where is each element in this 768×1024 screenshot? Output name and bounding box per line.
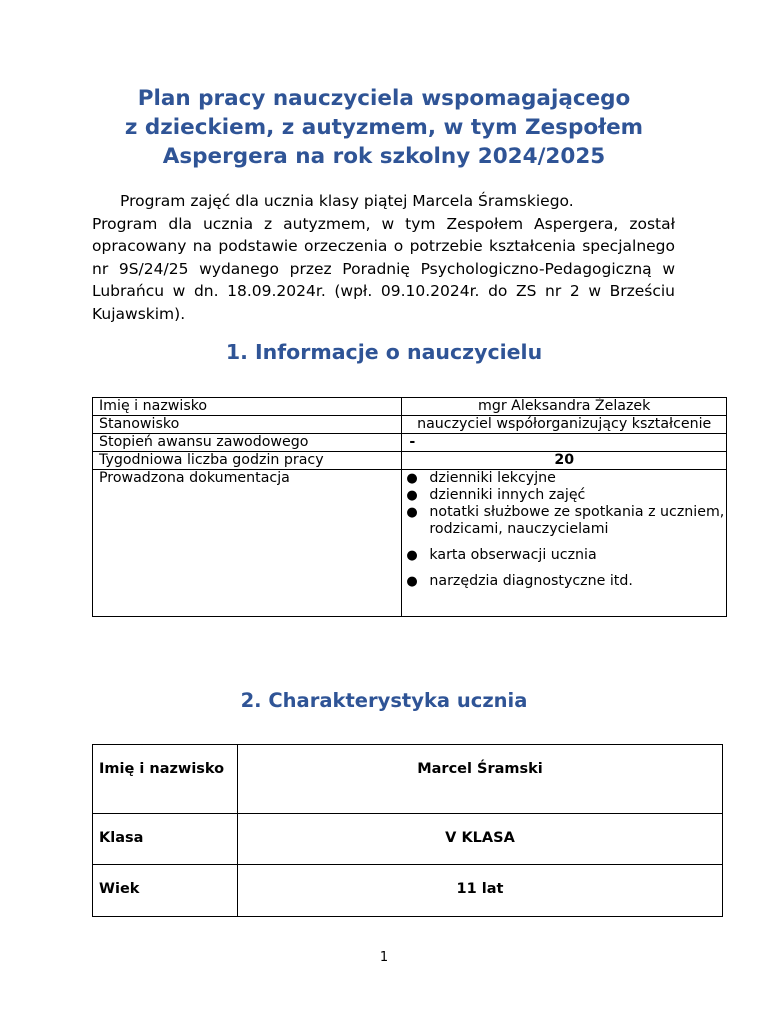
bullet-icon: ● [406,548,418,563]
table-row [93,452,727,470]
row-value: - [402,434,727,452]
table-row [93,434,727,452]
bullet-icon: ● [406,471,418,486]
list-item: ● narzędzia diagnostyczne itd. [406,573,633,589]
row-value: Marcel Śramski [238,745,723,814]
row-value: 11 lat [238,865,723,917]
bullet-icon: ● [406,488,418,503]
table-row [93,745,723,814]
intro-body: Program dla ucznia z autyzmem, w tym Zespołem Aspergera, został opracowany na podstawie orzeczenia o potrzebie kształcenia specjalnego nr 9S/24/25 wydanego przez Poradnię Psychologiczno-Pedagogiczną w Lubrańcu w dn. 18.09.2024r. (wpł. 09.10.2024r. do ZS nr 2 w Brześciu Kujawskim). [92,214,675,323]
intro-first-line: Program zajęć dla ucznia klasy piątej Marcela Śramskiego. [120,192,574,210]
row-label: Stopień awansu zawodowego [93,434,402,452]
table-row [93,865,723,917]
table-row [93,470,727,617]
bullet-icon: ● [406,574,418,589]
row-label: Imię i nazwisko [93,745,238,814]
row-label: Wiek [93,865,238,917]
list-item: ● dzienniki lekcyjne [406,470,556,486]
intro-paragraph [92,190,675,325]
section-heading-teacher-info: 1. Informacje o nauczycielu [225,340,543,364]
bullet-icon: ● [406,505,418,520]
row-label: Prowadzona dokumentacja [93,470,402,617]
row-value: 20 [402,452,727,470]
section-heading-student-info: 2. Charakterystyka ucznia [240,689,528,712]
row-value: nauczyciel współorganizujący kształcenie [402,416,727,434]
title-line-1: Plan pracy nauczyciela wspomagającego [137,86,631,111]
list-item: ● dzienniki innych zajęć [406,487,586,503]
row-value: V KLASA [238,814,723,865]
document-title [60,84,708,171]
table-row [93,398,727,416]
table-row [93,416,727,434]
row-label: Stanowisko [93,416,402,434]
title-line-2: z dzieckiem, z autyzmem, w tym Zespołem [124,115,644,140]
list-item: ● notatki służbowe ze spotkania z uczniem, rodzicami, nauczycielami [406,504,725,537]
documentation-list [402,470,726,590]
row-label: Tygodniowa liczba godzin pracy [93,452,402,470]
list-item: ● karta obserwacji ucznia [406,547,597,563]
row-label: Imię i nazwisko [93,398,402,416]
student-info-table [92,744,723,917]
teacher-info-table [92,397,727,617]
page-number: 1 [379,950,389,965]
row-value: mgr Aleksandra Żelazek [402,398,727,416]
table-row [93,814,723,865]
documentation-cell [402,470,727,617]
row-label: Klasa [93,814,238,865]
title-line-3: Aspergera na rok szkolny 2024/2025 [162,144,606,169]
